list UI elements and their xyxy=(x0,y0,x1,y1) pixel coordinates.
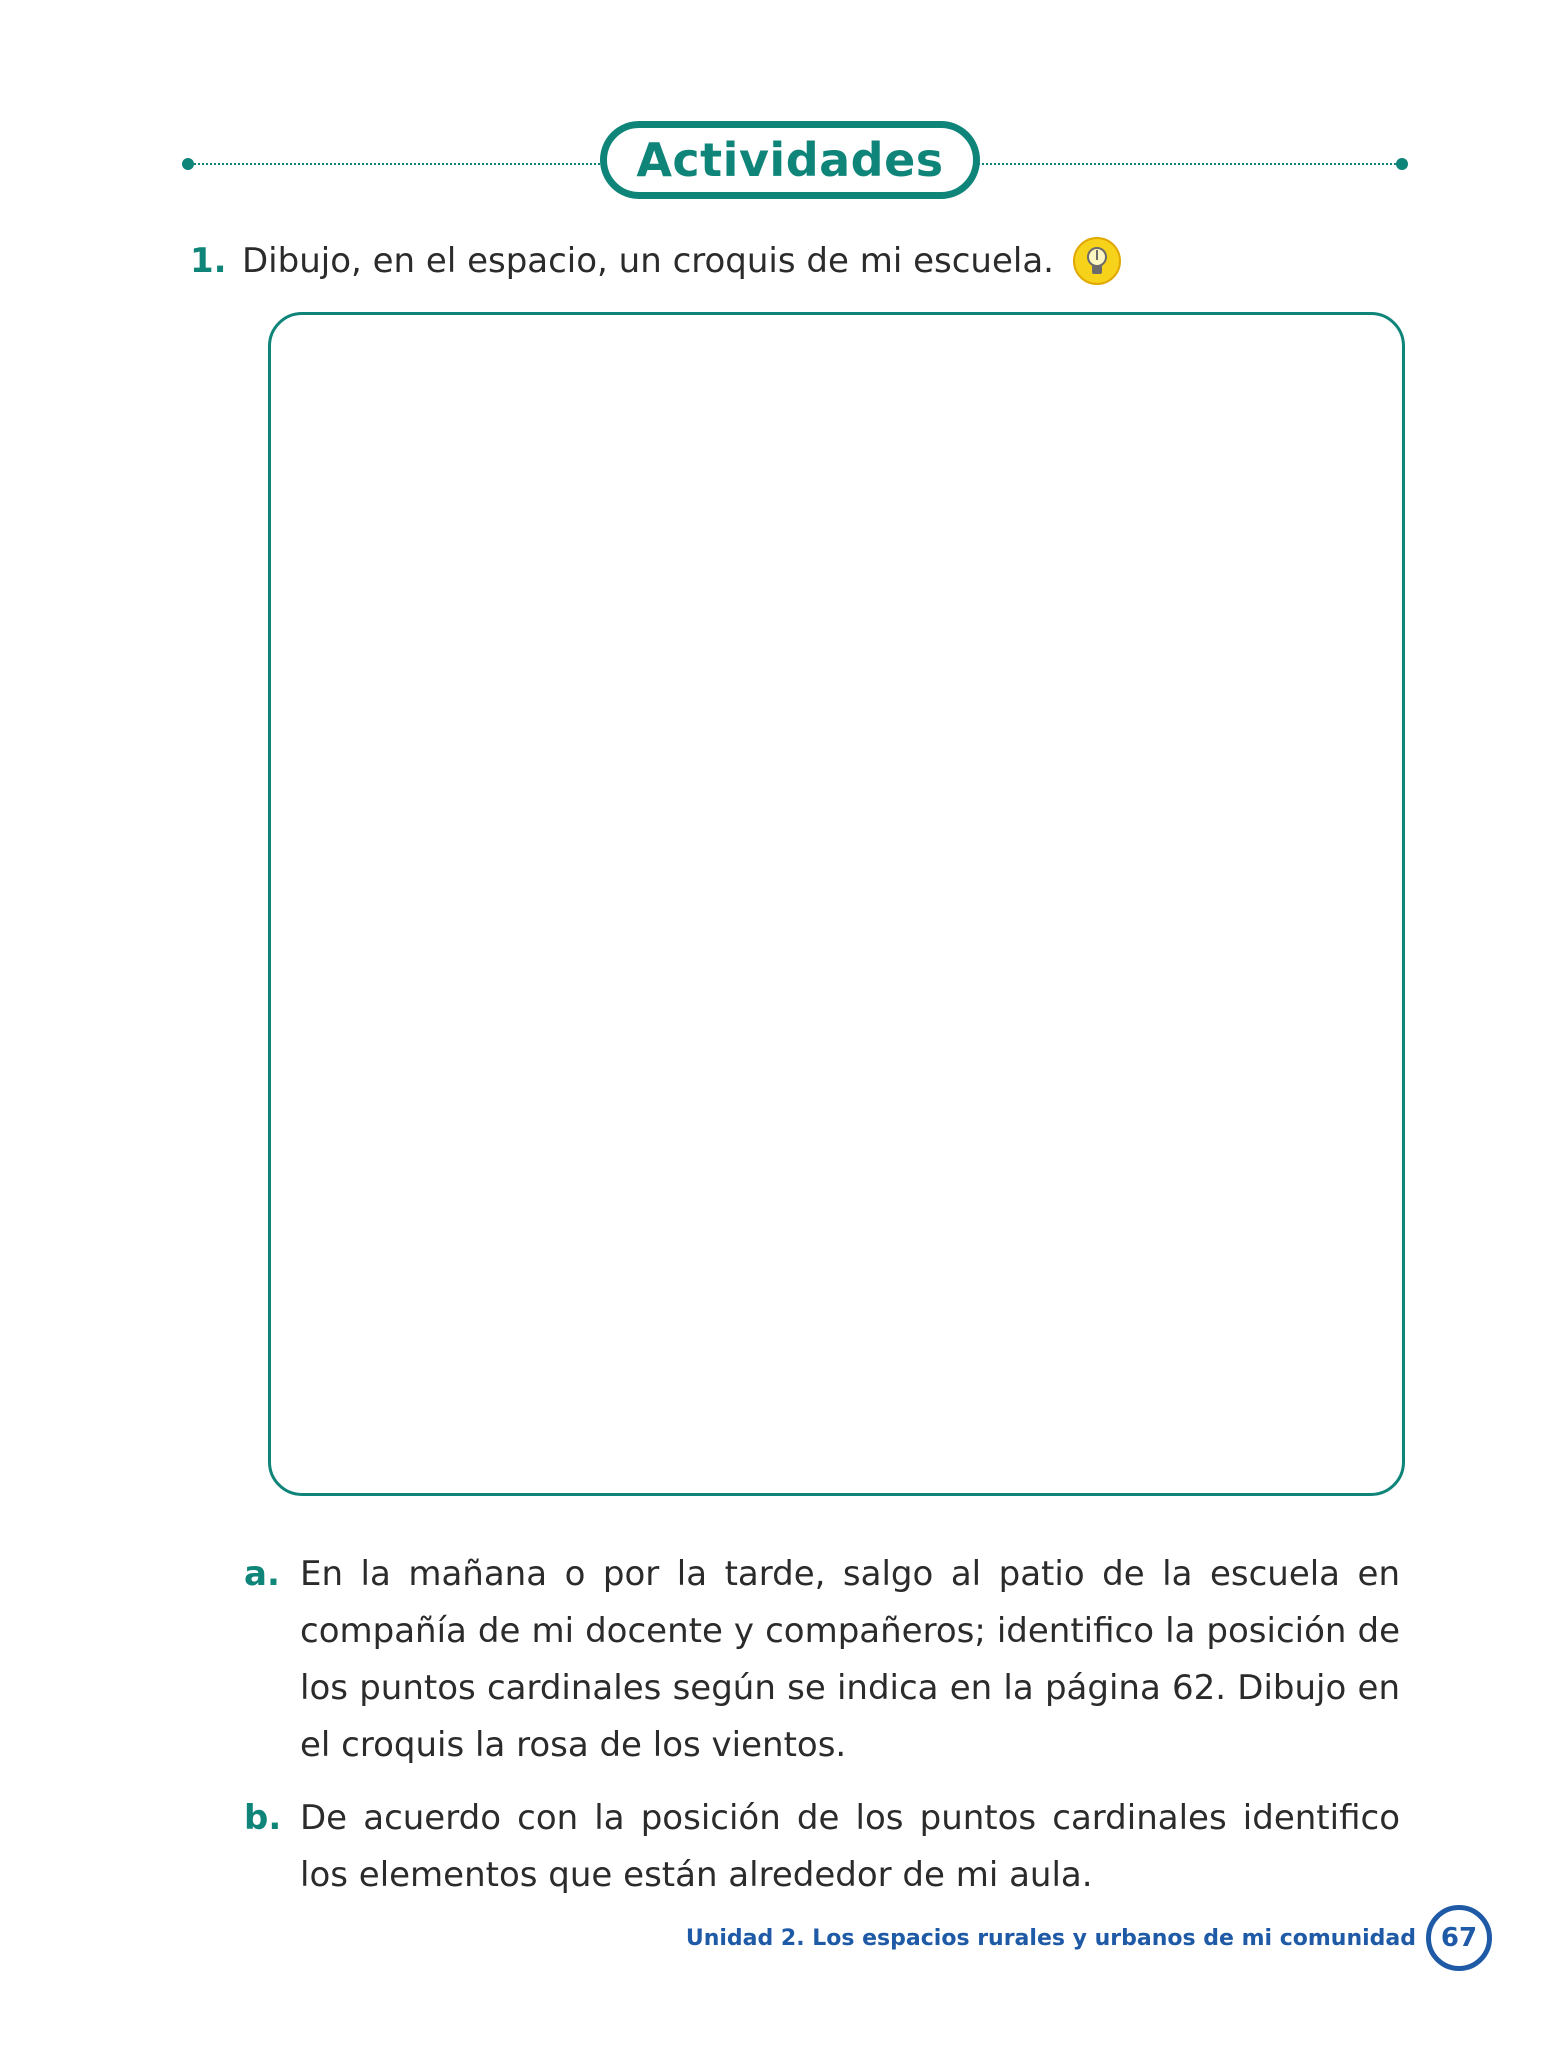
instruction-item-b xyxy=(244,1790,1404,1904)
section-title-badge xyxy=(600,121,980,199)
page-number: 67 xyxy=(1426,1905,1492,1971)
lightbulb-icon xyxy=(1072,236,1122,286)
item-letter: a. xyxy=(244,1554,280,1594)
instruction-item-a xyxy=(244,1546,1404,1774)
header-left-dot xyxy=(182,158,194,170)
section-title: Actividades xyxy=(636,133,944,187)
page-footer xyxy=(686,1905,1492,1971)
header-right-dot xyxy=(1396,158,1408,170)
drawing-area[interactable] xyxy=(268,312,1405,1496)
activity-instruction: Dibujo, en el espacio, un croquis de mi escuela. xyxy=(242,241,1054,281)
unit-title: Unidad 2. Los espacios rurales y urbanos de mi comunidad xyxy=(685,1925,1416,1951)
item-text: De acuerdo con la posición de los puntos cardinales identifico los elementos que están alrededor de mi aula. xyxy=(300,1798,1400,1895)
activity-1 xyxy=(190,236,1122,286)
activity-number: 1. xyxy=(190,241,227,281)
item-letter: b. xyxy=(244,1798,282,1838)
item-text: En la mañana o por la tarde, salgo al patio de la escuela en compañía de mi docente y compañeros; identifico la posición de los puntos cardinales según se indica en la página 62. Dibujo en el croquis la rosa de los vientos. xyxy=(300,1554,1400,1765)
